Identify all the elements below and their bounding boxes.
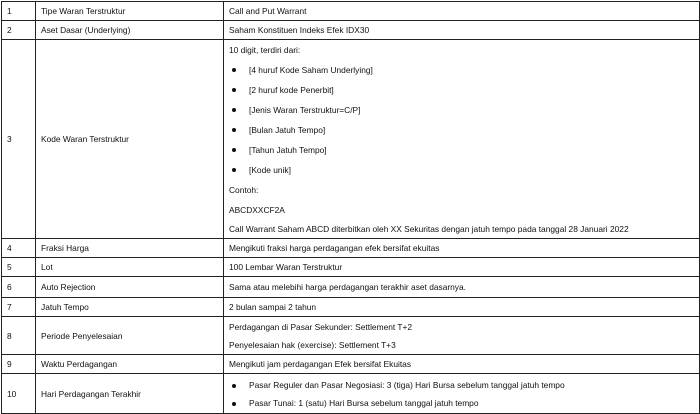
settlement-line: Perdagangan di Pasar Sekunder: Settlement T+2 (229, 321, 413, 332)
row-number: 7 (2, 298, 36, 317)
bullet-item: [Bulan Jatuh Tempo] (229, 120, 694, 140)
table-row (2, 40, 700, 239)
row-value: Mengikuti fraksi harga perdagangan efek bersifat ekuitas (224, 239, 700, 258)
row-value: Saham Konstituen Indeks Efek IDX30 (224, 21, 700, 40)
table-row (2, 258, 700, 277)
warrant-spec-table (1, 1, 700, 414)
table-row (2, 277, 700, 298)
table-row (2, 21, 700, 40)
bullet-item: [2 huruf kode Penerbit] (229, 80, 694, 100)
row-label: Fraksi Harga (36, 239, 224, 258)
settlement-line: Penyelesaian hak (exercise): Settlement T+3 (229, 339, 396, 350)
row-value: 100 Lembar Waran Terstruktur (224, 258, 700, 277)
table-row (2, 239, 700, 258)
row-number: 1 (2, 2, 36, 21)
bullet-item: [Jenis Waran Terstruktur=C/P] (229, 100, 694, 120)
table-row (2, 2, 700, 21)
table-row (2, 317, 700, 355)
row-label: Periode Penyelesaian (36, 317, 224, 355)
row-number: 2 (2, 21, 36, 40)
row-label: Aset Dasar (Underlying) (36, 21, 224, 40)
row-label: Lot (36, 258, 224, 277)
example-label: Contoh: (229, 185, 259, 195)
row-label: Kode Waran Terstruktur (36, 40, 224, 239)
bullet-item: Pasar Reguler dan Pasar Negosiasi: 3 (tiga) Hari Bursa sebelum tanggal jatuh tempo (229, 376, 694, 394)
bullet-item: [4 huruf Kode Saham Underlying] (229, 60, 694, 80)
bullet-item: [Kode unik] (229, 160, 694, 180)
bullet-item: Pasar Tunai: 1 (satu) Hari Bursa sebelum tanggal jatuh tempo (229, 394, 694, 412)
row-value: Mengikuti jam perdagangan Efek bersifat Ekuitas (224, 355, 700, 374)
row-label: Hari Perdagangan Terakhir (36, 374, 224, 414)
row-number: 3 (2, 40, 36, 239)
bullet-item: [Tahun Jatuh Tempo] (229, 140, 694, 160)
table-row (2, 374, 700, 414)
row-label: Waktu Perdagangan (36, 355, 224, 374)
row-label: Auto Rejection (36, 277, 224, 298)
row-value (224, 40, 700, 239)
row-value: 2 bulan sampai 2 tahun (224, 298, 700, 317)
row-value (224, 317, 700, 355)
table-row (2, 355, 700, 374)
row-number: 10 (2, 374, 36, 414)
row-number: 9 (2, 355, 36, 374)
row-value (224, 374, 700, 414)
code-intro: 10 digit, terdiri dari: (229, 45, 301, 55)
row-number: 5 (2, 258, 36, 277)
table-row (2, 298, 700, 317)
row-label: Jatuh Tempo (36, 298, 224, 317)
example-code: ABCDXXCF2A (229, 205, 285, 215)
row-value: Sama atau melebihi harga perdagangan terakhir aset dasarnya. (224, 277, 700, 298)
row-number: 6 (2, 277, 36, 298)
row-value: Call and Put Warrant (224, 2, 700, 21)
row-label: Tipe Waran Terstruktur (36, 2, 224, 21)
row-number: 4 (2, 239, 36, 258)
row-number: 8 (2, 317, 36, 355)
example-description: Call Warrant Saham ABCD diterbitkan oleh XX Sekuritas dengan jatuh tempo pada tanggal 28 Januari 2022 (229, 224, 629, 234)
